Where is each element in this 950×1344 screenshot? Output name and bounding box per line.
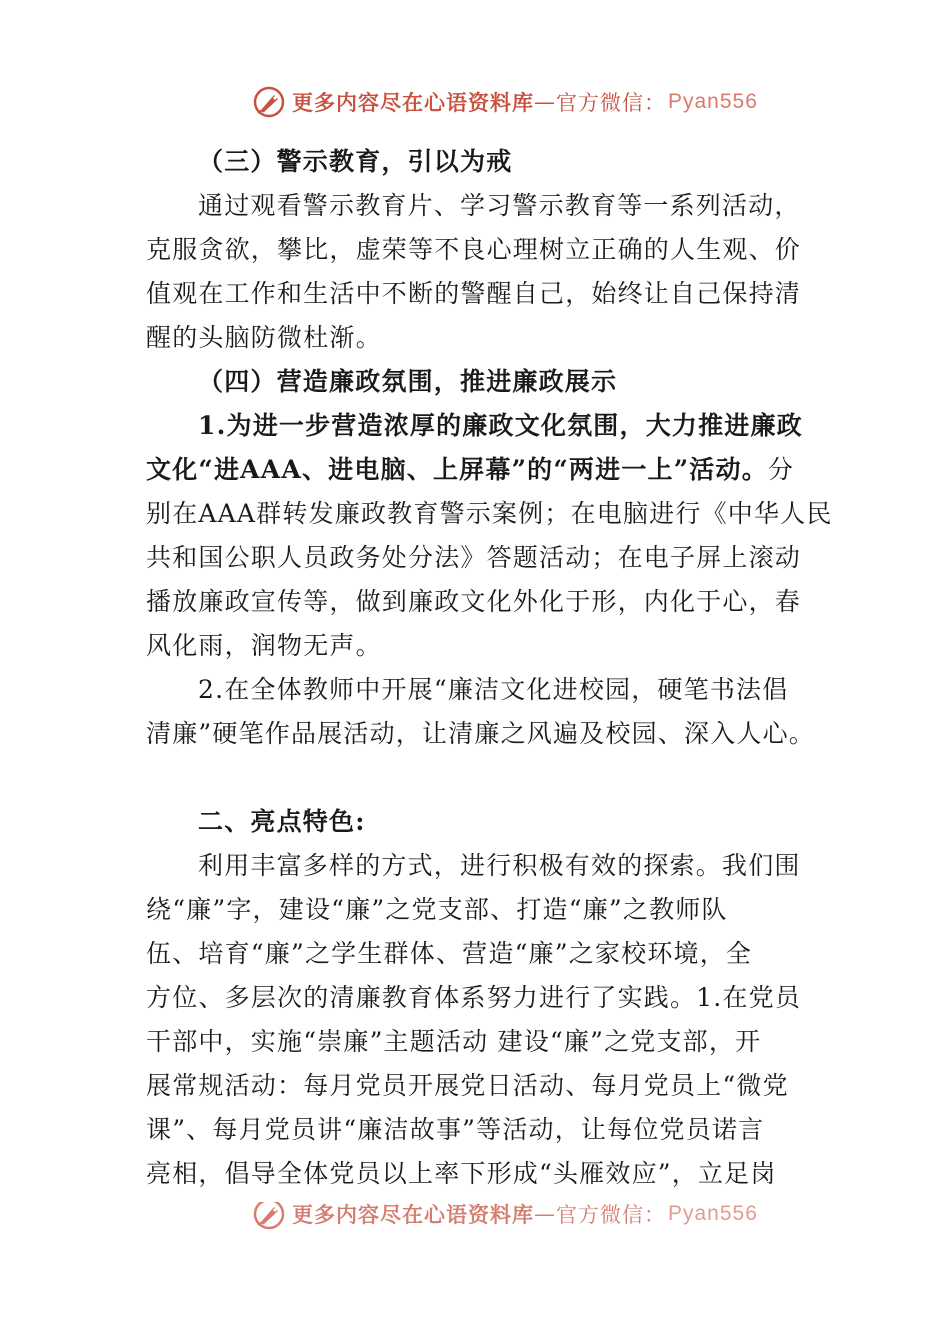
section-heading-4: （四）营造廉政氛围，推进廉政展示 — [198, 367, 618, 396]
paragraph-line: 别在AAA群转发廉政教育警示案例；在电脑进行《中华人民 — [146, 499, 833, 528]
banner-wechat-id: Pyan556 — [668, 90, 758, 113]
section-heading-highlights: 二、亮点特色: — [198, 807, 366, 836]
document-body — [146, 140, 833, 1196]
footer-watermark-banner — [252, 1202, 772, 1232]
paragraph-line: 值观在工作和生活中不断的警醒自己，始终让自己保持清 — [146, 279, 802, 308]
pen-nib-logo-icon — [252, 1202, 286, 1231]
paragraph-line: 清廉”硬笔作品展活动，让清廉之风遍及校园、深入人心。 — [146, 719, 815, 748]
paragraph-line: 干部中，实施“崇廉”主题活动 建设“廉”之党支部，开 — [146, 1027, 762, 1056]
paragraph-line: 利用丰富多样的方式，进行积极有效的探索。我们围 — [198, 851, 801, 880]
bold-run: 文化“进AAA、进电脑、上屏幕”的“两进一上”活动。 — [146, 455, 768, 484]
paragraph-line: 绕“廉”字，建设“廉”之党支部、打造“廉”之教师队 — [146, 895, 728, 924]
paragraph-line-mixed — [146, 448, 816, 492]
paragraph-line: 克服贪欲，攀比，虚荣等不良心理树立正确的人生观、价 — [146, 235, 802, 264]
banner-wechat-label: 官方微信： — [556, 1203, 666, 1227]
paragraph-line-bold: 1.为进一步营造浓厚的廉政文化氛围，大力推进廉政 — [198, 411, 803, 440]
banner-main-text: 更多内容尽在心语资料库 — [292, 91, 534, 115]
banner-separator: — — [534, 90, 556, 114]
paragraph-line: 课”、每月党员讲“廉洁故事”等活动，让每位党员诺言 — [146, 1115, 765, 1144]
blank-line — [146, 756, 816, 800]
paragraph-line: 播放廉政宣传等，做到廉政文化外化于形，内化于心，春 — [146, 587, 802, 616]
paragraph-line: 伍、培育“廉”之学生群体、营造“廉”之家校环境，全 — [146, 939, 753, 968]
paragraph-line: 展常规活动：每月党员开展党日活动、每月党员上“微党 — [146, 1071, 789, 1100]
banner-wechat-id: Pyan556 — [668, 1202, 758, 1225]
paragraph-line: 2.在全体教师中开展“廉洁文化进校园，硬笔书法倡 — [198, 675, 789, 704]
paragraph-line: 亮相，倡导全体党员以上率下形成“头雁效应”，立足岗 — [146, 1159, 777, 1188]
banner-separator: — — [534, 1202, 556, 1226]
banner-main-text: 更多内容尽在心语资料库 — [292, 1203, 534, 1227]
plain-run: 分 — [767, 455, 795, 484]
paragraph-line: 共和国公职人员政务处分法》答题活动；在电子屏上滚动 — [146, 543, 802, 572]
section-heading-3: （三）警示教育，引以为戒 — [198, 147, 513, 176]
header-watermark-banner — [252, 84, 772, 120]
paragraph-line: 风化雨，润物无声。 — [146, 631, 382, 660]
paragraph-line: 通过观看警示教育片、学习警示教育等一系列活动， — [198, 191, 801, 220]
banner-wechat-label: 官方微信： — [556, 91, 666, 115]
pen-nib-logo-icon — [252, 85, 286, 119]
paragraph-line: 方位、多层次的清廉教育体系努力进行了实践。1.在党员 — [146, 983, 802, 1012]
paragraph-line: 醒的头脑防微杜渐。 — [146, 323, 382, 352]
